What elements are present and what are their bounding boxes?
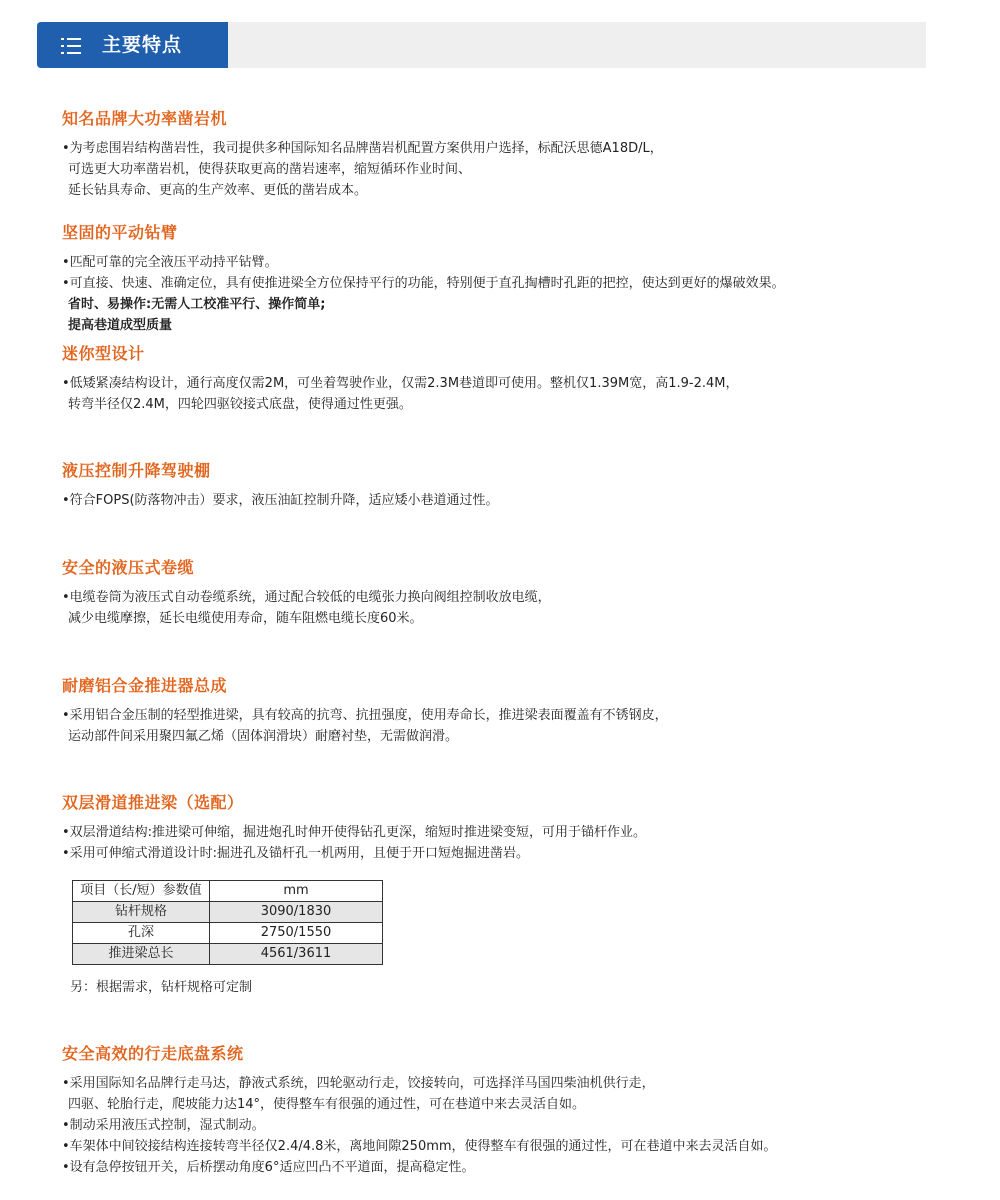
section-line: 减少电缆摩擦，延长电缆使用寿命，随车阻燃电缆长度60米。	[68, 611, 423, 626]
section-rock-drill	[62, 108, 962, 201]
page-title: 主要特点	[102, 34, 183, 56]
table-cell: 2750/1550	[210, 923, 383, 944]
section-title: 坚固的平动钻臂	[62, 223, 178, 242]
section-mini-design	[62, 343, 962, 415]
table-header-cell: mm	[210, 881, 383, 902]
section-line: 四驱、轮胎行走，爬坡能力达14°，使得整车有很强的通过性，可在巷道中来去灵活自如。	[68, 1097, 586, 1112]
section-header-tab	[37, 22, 228, 68]
section-title: 耐磨铝合金推进器总成	[62, 676, 228, 695]
table-header-cell: 项目（长/短）参数值	[73, 881, 210, 902]
section-line: •采用国际知名品牌行走马达，静液式系统，四轮驱动行走，饺接转向，可选择洋马国四柴油机供行走，	[62, 1076, 655, 1091]
section-boom	[62, 222, 962, 336]
section-title: 知名品牌大功率凿岩机	[62, 109, 228, 128]
section-line: •为考虑围岩结构凿岩性，我司提供多种国际知名品牌凿岩机配置方案供用户选择，标配沃思德A18D/L，	[62, 141, 663, 156]
section-feeder	[62, 675, 962, 747]
section-line: •电缆卷筒为液压式自动卷缆系统，通过配合较低的电缆张力换向阀组控制收放电缆，	[62, 590, 551, 605]
section-cab	[62, 460, 962, 511]
section-title: 安全的液压式卷缆	[62, 558, 195, 577]
section-line: •采用可伸缩式滑道设计时:掘进孔及锚杆孔一机两用，且便于开口短炮掘进凿岩。	[62, 846, 530, 861]
table-note: 另：根据需求，钻杆规格可定制	[70, 980, 253, 995]
table-cell: 孔深	[73, 923, 210, 944]
section-line: 可选更大功率凿岩机，使得获取更高的凿岩速率，缩短循环作业时间、	[68, 162, 472, 177]
section-line: •匹配可靠的完全液压平动持平钻臂。	[62, 255, 278, 270]
section-line: 转弯半径仅2.4M，四轮四驱铰接式底盘，使得通过性更强。	[68, 397, 412, 412]
table-row	[73, 923, 383, 944]
section-title: 迷你型设计	[62, 344, 145, 363]
section-line-bold: 提高巷道成型质量	[68, 318, 173, 333]
section-line: •符合FOPS(防落物冲击）要求，液压油缸控制升降，适应矮小巷道通过性。	[62, 493, 499, 508]
list-icon	[61, 38, 81, 54]
spec-table	[72, 880, 383, 965]
section-line: •设有急停按钮开关，后桥摆动角度6°适应凹凸不平道面，提高稳定性。	[62, 1160, 475, 1175]
section-header-bar	[37, 22, 926, 68]
section-line: •采用铝合金压制的轻型推进梁，具有较高的抗弯、抗扭强度，使用寿命长，推进梁表面覆盖有不锈钢皮，	[62, 708, 668, 723]
table-cell: 推进梁总长	[73, 944, 210, 965]
section-title: 安全高效的行走底盘系统	[62, 1044, 244, 1063]
section-cable-reel	[62, 557, 962, 629]
section-title: 双层滑道推进梁（选配）	[62, 793, 244, 812]
section-line: •低矮紧凑结构设计，通行高度仅需2M，可坐着驾驶作业，仅需2.3M巷道即可使用。整机仅1.39M宽，高1.9-2.4M，	[62, 376, 739, 391]
section-chassis	[62, 1043, 962, 1178]
section-line: •制动采用液压式控制，湿式制动。	[62, 1118, 265, 1133]
section-line-bold: 省时、易操作:无需人工校准平行、操作简单;	[68, 297, 326, 312]
section-line: 运动部件间采用聚四氟乙烯（固体润滑块）耐磨衬垫，无需做润滑。	[68, 729, 459, 744]
section-double-slide	[62, 792, 962, 864]
section-line: •车架体中间铰接结构连接转弯半径仅2.4/4.8米，离地间隙250mm，使得整车有很强的通过性，可在巷道中来去灵活自如。	[62, 1139, 777, 1154]
section-line: •可直接、快速、准确定位，具有使推进梁全方位保持平行的功能，特别便于直孔掏槽时孔距的把控，使达到更好的爆破效果。	[62, 276, 785, 291]
table-row	[73, 944, 383, 965]
table-header-row	[73, 881, 383, 902]
section-line: 延长钻具寿命、更高的生产效率、更低的凿岩成本。	[68, 183, 368, 198]
table-cell: 钻杆规格	[73, 902, 210, 923]
section-title: 液压控制升降驾驶棚	[62, 461, 211, 480]
table-row	[73, 902, 383, 923]
section-line: •双层滑道结构:推进梁可伸缩，掘进炮孔时伸开使得钻孔更深，缩短时推进梁变短，可用于锚杆作业。	[62, 825, 647, 840]
table-cell: 3090/1830	[210, 902, 383, 923]
table-cell: 4561/3611	[210, 944, 383, 965]
